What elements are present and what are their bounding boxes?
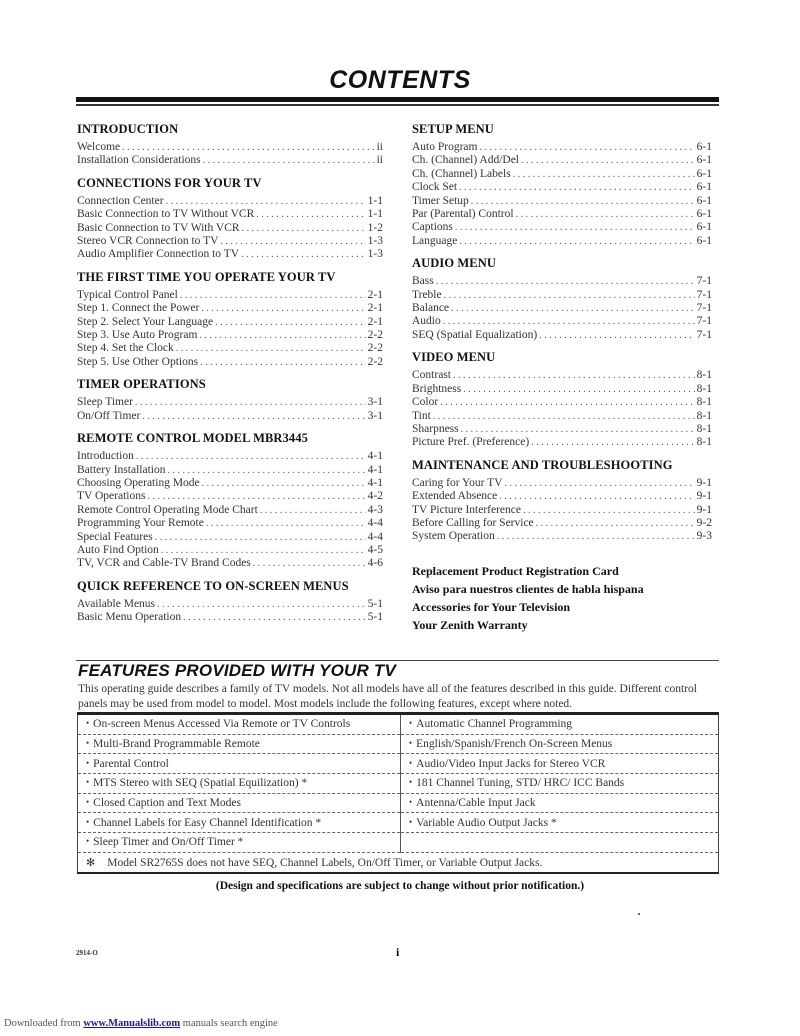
toc-entry-label: Bass (412, 275, 434, 288)
dot-leader (157, 598, 366, 611)
toc-section (412, 350, 712, 449)
feature-cell (401, 833, 719, 853)
toc-entry-label: Sharpness (412, 422, 459, 435)
feature-row (78, 714, 719, 735)
section-heading: REMOTE CONTROL MODEL MBR3445 (77, 431, 308, 446)
toc-entry[interactable] (77, 557, 383, 570)
toc-entry-page: 6-1 (696, 208, 712, 221)
toc-entry-page: 8-1 (696, 396, 712, 409)
toc-entry[interactable] (412, 423, 712, 436)
section-heading: AUDIO MENU (412, 256, 496, 271)
section-heading: THE FIRST TIME YOU OPERATE YOUR TV (77, 269, 336, 284)
dot-leader (479, 141, 694, 154)
feature-text: Variable Audio Output Jacks * (416, 816, 557, 829)
toc-entry-label: Sleep Timer (77, 396, 133, 409)
toc-entry[interactable] (77, 544, 383, 557)
dot-leader (539, 329, 694, 342)
toc-entry-label: Treble (412, 288, 442, 301)
section-heading: INTRODUCTION (77, 122, 179, 136)
toc-entry-page: 9-2 (696, 516, 712, 529)
toc-entry-label: Basic Menu Operation (77, 611, 182, 624)
dot-leader (166, 195, 366, 208)
bullet-icon: • (86, 777, 90, 788)
document-code: 2914-O (76, 949, 98, 957)
dot-leader (459, 181, 695, 194)
feature-text: MTS Stereo with SEQ (Spatial Equilization) * (93, 777, 308, 790)
dot-leader (183, 611, 366, 624)
bullet-icon: • (86, 797, 90, 808)
toc-entry-page: 4-6 (367, 557, 383, 570)
dot-leader (260, 504, 366, 517)
dot-leader (440, 396, 694, 409)
toc-entry-page: 4-5 (367, 543, 383, 556)
toc-entry[interactable] (412, 517, 712, 530)
toc-entry-label: System Operation (412, 530, 495, 543)
toc-entry[interactable] (412, 530, 712, 543)
toc-entry[interactable] (77, 222, 383, 235)
dot-leader (155, 531, 366, 544)
toc-entry[interactable] (77, 195, 383, 208)
feature-cell (401, 774, 719, 794)
toc-entry-label: Installation Considerations (77, 154, 201, 167)
features-title: FEATURES PROVIDED WITH YOUR TV (78, 661, 397, 680)
toc-entry[interactable] (77, 396, 383, 409)
feature-row (78, 813, 719, 833)
dot-leader (505, 477, 695, 490)
disclaimer: (Design and specifications are subject to change without prior notification.) (215, 880, 585, 892)
feature-text: Antenna/Cable Input Jack (416, 797, 536, 810)
toc-entry-page: 1-3 (367, 248, 383, 261)
toc-entry-page: 6-1 (696, 181, 712, 194)
toc-entry[interactable] (412, 329, 712, 342)
toc-entry[interactable] (77, 302, 383, 315)
toc-entry-label: Typical Control Panel (77, 288, 178, 301)
toc-entry[interactable] (412, 275, 712, 288)
toc-entry-label: Welcome (77, 141, 121, 153)
section-heading: QUICK REFERENCE TO ON-SCREEN MENUS (77, 578, 349, 593)
dot-leader (215, 316, 366, 329)
dot-leader (203, 154, 375, 167)
toc-entry-label: On/Off Timer (77, 409, 141, 422)
feature-cell (78, 833, 401, 853)
toc-entry-label: TV, VCR and Cable-TV Brand Codes (77, 557, 251, 570)
toc-entry[interactable] (412, 289, 712, 302)
title-rule-thick (76, 97, 719, 102)
toc-entry-page: 4-4 (367, 517, 383, 530)
feature-row (78, 774, 719, 794)
toc-entry-page: 7-1 (696, 275, 712, 288)
dot-leader (136, 450, 366, 463)
feature-cell (401, 793, 719, 813)
page-number: i (396, 945, 400, 959)
toc-entry[interactable] (412, 195, 712, 208)
toc-entry-label: Brightness (412, 382, 462, 395)
bullet-icon: • (409, 777, 413, 788)
toc-entry-page: 2-1 (367, 302, 383, 315)
toc-section (77, 176, 383, 262)
dot-leader (202, 477, 366, 490)
toc-section (77, 377, 383, 423)
toc-entry-label: Contrast (412, 369, 451, 382)
extra-item[interactable]: Accessories for Your Television (412, 599, 571, 614)
toc-entry[interactable] (412, 383, 712, 396)
toc-entry-page: 7-1 (696, 328, 712, 341)
page-title: CONTENTS (329, 66, 471, 94)
toc-entry-page: ii (376, 154, 383, 167)
feature-row (78, 833, 719, 853)
dot-leader (253, 557, 366, 570)
toc-entry-page: 5-1 (367, 597, 383, 610)
toc-entry[interactable] (412, 208, 712, 221)
feature-text: On-screen Menus Accessed Via Remote or TV Controls (93, 718, 351, 731)
feature-text: Automatic Channel Programming (416, 718, 573, 731)
extra-item[interactable]: Replacement Product Registration Card (412, 563, 619, 578)
dot-leader (521, 154, 695, 167)
feature-text: English/Spanish/French On-Screen Menus (416, 738, 613, 751)
toc-entry-label: Timer Setup (412, 194, 469, 207)
dot-leader (523, 504, 695, 517)
dot-leader (453, 369, 695, 382)
title-rule-thin (76, 104, 719, 106)
toc-entry[interactable] (412, 235, 712, 248)
toc-entry-page: 8-1 (696, 382, 712, 395)
toc-entry-page: 1-2 (367, 221, 383, 234)
toc-entry-label: Par (Parental) Control (412, 208, 514, 221)
feature-cell (401, 754, 719, 774)
dot-leader (436, 275, 695, 288)
toc-entry-label: Special Features (77, 530, 153, 543)
toc-entry-page: 3-1 (367, 409, 383, 422)
toc-entry-label: Step 3. Use Auto Program (77, 329, 198, 342)
toc-entry[interactable] (77, 598, 383, 611)
dot-leader (147, 490, 365, 503)
toc-entry[interactable] (412, 221, 712, 234)
dot-leader (471, 195, 695, 208)
dot-leader (513, 168, 695, 181)
dot-leader (531, 436, 694, 449)
section-heading: VIDEO MENU (412, 350, 496, 365)
dot-leader (497, 530, 695, 543)
toc-entry-label: Connection Center (77, 194, 164, 207)
dot-leader (167, 464, 365, 477)
toc-entry-label: Ch. (Channel) Add/Del (412, 154, 519, 167)
toc-entry-label: Balance (412, 302, 450, 315)
toc-entry-page: 9-1 (696, 503, 712, 516)
bullet-icon: • (409, 797, 413, 808)
toc-entry-label: Step 4. Set the Clock (77, 342, 174, 355)
toc-entry-page: 7-1 (696, 302, 712, 315)
asterisk-icon: ✻ (86, 856, 96, 869)
feature-cell (401, 734, 719, 754)
dot-leader (499, 490, 694, 503)
toc-entry-page: 2-1 (367, 288, 383, 301)
feature-cell (78, 734, 401, 754)
toc-entry-page: 3-1 (367, 396, 383, 409)
feature-cell (401, 714, 719, 735)
toc-entry-label: Available Menus (77, 597, 156, 610)
toc-entry[interactable] (77, 410, 383, 423)
toc-entry-label: Caring for Your TV (412, 476, 503, 489)
toc-right-column (412, 122, 712, 634)
toc-entry-page: 1-3 (367, 235, 383, 248)
toc-entry-page: 4-1 (367, 450, 383, 463)
toc-entry-page: 8-1 (696, 436, 712, 449)
toc-entry-label: Clock Set (412, 181, 458, 194)
toc-entry-page: 8-1 (696, 409, 712, 422)
toc-entry-label: Step 5. Use Other Options (77, 355, 199, 368)
feature-text: Closed Caption and Text Modes (93, 797, 241, 810)
toc-entry-page: 4-2 (367, 490, 383, 503)
feature-note (78, 852, 719, 872)
feature-text: Audio/Video Input Jacks for Stereo VCR (416, 757, 606, 770)
toc-entry-label: Audio (412, 315, 441, 328)
manualslib-link[interactable]: www.Manualslib.com (83, 1018, 181, 1029)
toc-entry-page: 8-1 (696, 422, 712, 435)
dot-leader (176, 342, 366, 355)
feature-text: 181 Channel Tuning, STD/ HRC/ ICC Bands (416, 777, 625, 790)
toc-entry-label: Picture Pref. (Preference) (412, 436, 530, 449)
toc-entry-page: 2-2 (367, 329, 383, 342)
toc-entry[interactable] (77, 611, 383, 624)
toc-entry[interactable] (77, 208, 383, 221)
toc-entry[interactable] (412, 141, 712, 154)
section-heading: MAINTENANCE AND TROUBLESHOOTING (412, 457, 673, 472)
extra-item[interactable]: Your Zenith Warranty (412, 617, 528, 632)
section-heading: TIMER OPERATIONS (77, 377, 206, 392)
dot-leader (199, 329, 365, 342)
toc-entry-label: Before Calling for Service (412, 516, 534, 529)
toc-entry[interactable] (77, 141, 383, 154)
toc-entry[interactable] (77, 316, 383, 329)
toc-entry-page: 7-1 (696, 315, 712, 328)
toc-entry-page: 9-1 (696, 490, 712, 503)
toc-entry-page: 6-1 (696, 221, 712, 234)
dot-leader (161, 544, 366, 557)
toc-entry-label: Step 1. Connect the Power (77, 302, 200, 315)
dot-leader (463, 383, 694, 396)
feature-text: Parental Control (93, 757, 169, 770)
note-text: Model SR2765S does not have SEQ, Channel Labels, On/Off Timer, or Variable Output Jacks. (107, 856, 543, 869)
feature-cell (78, 714, 401, 735)
feature-cell (78, 793, 401, 813)
toc-left-column (77, 122, 383, 633)
toc-entry-label: Basic Connection to TV With VCR (77, 221, 240, 234)
toc-entry-page: 1-1 (367, 194, 383, 207)
toc-entry[interactable] (77, 356, 383, 369)
toc-section (77, 579, 383, 625)
toc-entry[interactable] (412, 168, 712, 181)
dot-leader (200, 356, 366, 369)
dot-leader (444, 289, 695, 302)
toc-entry[interactable] (412, 436, 712, 449)
toc-entry-page: 5-1 (367, 611, 383, 624)
dot-leader (201, 302, 365, 315)
toc-entry-page: 2-1 (367, 315, 383, 328)
toc-entry[interactable] (77, 154, 383, 167)
toc-entry-page: 6-1 (696, 167, 712, 180)
toc-entry-label: Tint (412, 409, 431, 422)
dot-leader (433, 410, 695, 423)
feature-text: Channel Labels for Easy Channel Identification * (93, 816, 322, 829)
toc-entry-page: 4-3 (367, 503, 383, 516)
toc-entry[interactable] (77, 504, 383, 517)
dot-leader (220, 235, 365, 248)
extra-items (412, 562, 712, 634)
toc-entry-page: 4-1 (367, 476, 383, 489)
feature-cell (78, 754, 401, 774)
dot-leader (122, 141, 374, 154)
feature-cell (78, 813, 401, 833)
dot-leader (135, 396, 366, 409)
toc-entry-label: TV Picture Interference (412, 503, 521, 516)
toc-entry[interactable] (412, 410, 712, 423)
dot-leader (451, 302, 695, 315)
extra-item[interactable]: Aviso para nuestros clientes de habla hispana (412, 581, 644, 596)
toc-entry-page: 7-1 (696, 288, 712, 301)
dot-leader (459, 235, 694, 248)
bullet-icon: • (409, 718, 413, 729)
toc-entry-label: Captions (412, 221, 453, 234)
dot-leader (455, 221, 695, 234)
toc-entry-label: Ch. (Channel) Labels (412, 167, 511, 180)
bullet-icon: • (409, 816, 413, 827)
toc-entry-label: Remote Control Operating Mode Chart (77, 503, 258, 516)
toc-entry-page: 6-1 (696, 194, 712, 207)
toc-entry[interactable] (77, 464, 383, 477)
dot-leader (536, 517, 695, 530)
toc-entry[interactable] (412, 490, 712, 503)
toc-entry[interactable] (77, 289, 383, 302)
toc-entry[interactable] (77, 329, 383, 342)
toc-entry[interactable] (412, 154, 712, 167)
bullet-icon: • (86, 816, 90, 827)
dot-leader (443, 315, 695, 328)
features-intro: This operating guide describes a family of TV models. Not all models have all of the features described in this guide. Different control panels may be used from model to model. Most models include the following features, except where noted. (78, 683, 697, 710)
dot-leader (256, 208, 365, 221)
toc-entry-page: 1-1 (367, 208, 383, 221)
bullet-icon: • (86, 757, 90, 768)
feature-row (78, 754, 719, 774)
feature-cell (78, 774, 401, 794)
scan-mark (638, 913, 640, 915)
toc-entry[interactable] (77, 517, 383, 530)
toc-section (412, 458, 712, 544)
toc-entry-label: Stereo VCR Connection to TV (77, 235, 219, 248)
section-heading: SETUP MENU (412, 122, 494, 136)
dot-leader (241, 248, 366, 261)
feature-note-row (78, 852, 719, 872)
toc-entry[interactable] (77, 477, 383, 490)
bullet-icon: • (86, 718, 90, 729)
toc-entry-label: Basic Connection to TV Without VCR (77, 208, 255, 221)
toc-entry-page: 2-2 (367, 342, 383, 355)
feature-cell (401, 813, 719, 833)
toc-section (77, 431, 383, 571)
toc-entry-label: Introduction (77, 450, 134, 463)
toc-section (77, 270, 383, 369)
dot-leader (242, 222, 366, 235)
toc-entry[interactable] (77, 531, 383, 544)
toc-entry[interactable] (77, 248, 383, 261)
dot-leader (142, 410, 365, 423)
toc-entry[interactable] (77, 490, 383, 503)
toc-entry[interactable] (77, 342, 383, 355)
toc-entry-label: Color (412, 396, 439, 409)
toc-entry-label: Extended Absence (412, 490, 498, 503)
toc-entry-page: 6-1 (696, 154, 712, 167)
toc-entry-page: 4-4 (367, 530, 383, 543)
toc-entry[interactable] (412, 181, 712, 194)
toc-entry-page: 2-2 (367, 355, 383, 368)
toc-entry-page: 6-1 (696, 234, 712, 247)
toc-entry-label: Auto Program (412, 141, 478, 153)
features-table (77, 712, 719, 874)
toc-entry-label: SEQ (Spatial Equalization) (412, 328, 538, 341)
toc-entry-label: Auto Find Option (77, 543, 159, 556)
toc-entry-page: 9-1 (696, 476, 712, 489)
bullet-icon: • (409, 757, 413, 768)
toc-entry[interactable] (412, 315, 712, 328)
download-footer (4, 1018, 278, 1029)
bullet-icon: • (86, 738, 90, 749)
feature-text: Multi-Brand Programmable Remote (93, 738, 260, 751)
toc-section (412, 256, 712, 342)
bullet-icon: • (409, 738, 413, 749)
toc-entry-page: 6-1 (696, 141, 712, 153)
toc-section (412, 122, 712, 248)
toc-entry[interactable] (412, 477, 712, 490)
toc-entry-label: Programming Your Remote (77, 517, 204, 530)
feature-text: Sleep Timer and On/Off Timer * (93, 836, 244, 849)
toc-entry[interactable] (77, 450, 383, 463)
toc-entry-page: 8-1 (696, 369, 712, 382)
toc-entry-label: TV Operations (77, 490, 146, 503)
toc-entry[interactable] (412, 302, 712, 315)
section-heading: CONNECTIONS FOR YOUR TV (77, 175, 262, 190)
footer-suffix: manuals search engine (180, 1018, 278, 1029)
toc-entry[interactable] (412, 504, 712, 517)
dot-leader (180, 289, 366, 302)
toc-entry[interactable] (412, 369, 712, 382)
toc-entry-page: 9-3 (696, 530, 712, 543)
toc-entry-label: Audio Amplifier Connection to TV (77, 248, 240, 261)
footer-prefix: Downloaded from (4, 1018, 81, 1029)
feature-row (78, 793, 719, 813)
dot-leader (461, 423, 695, 436)
toc-section (77, 122, 383, 168)
toc-entry-page: ii (376, 141, 383, 153)
dot-leader (206, 517, 366, 530)
toc-entry-label: Battery Installation (77, 463, 166, 476)
toc-entry-page: 4-1 (367, 463, 383, 476)
toc-entry-label: Language (412, 234, 458, 247)
toc-entry[interactable] (412, 396, 712, 409)
bullet-icon: • (86, 836, 90, 847)
toc-entry-label: Choosing Operating Mode (77, 476, 200, 489)
dot-leader (516, 208, 695, 221)
feature-row (78, 734, 719, 754)
toc-entry-label: Step 2. Select Your Language (77, 315, 214, 328)
toc-entry[interactable] (77, 235, 383, 248)
